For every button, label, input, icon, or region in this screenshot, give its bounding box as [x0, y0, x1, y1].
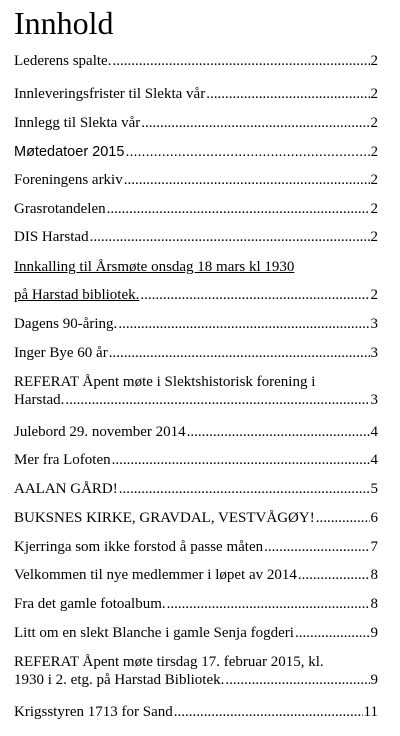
toc-entry[interactable]	[14, 286, 378, 304]
toc-page-number: 4	[370, 452, 378, 468]
toc-leader	[112, 451, 370, 469]
toc-entry-text: Kjerringa som ikke forstod å passe måten	[14, 539, 264, 555]
toc-entry-text: på Harstad bibliotek.	[14, 287, 140, 303]
toc-entry[interactable]	[14, 703, 378, 721]
toc-leader	[174, 703, 363, 721]
toc-leader	[167, 595, 370, 613]
toc-entry-text: Litt om en slekt Blanche i gamle Senja fogderi	[14, 625, 294, 641]
toc-page-number: 11	[363, 704, 378, 720]
toc-page-number: 2	[370, 229, 378, 245]
toc-entry-text: Lederens spalte.	[14, 53, 112, 69]
toc-entry-text: Krigsstyren 1713 for Sand	[14, 704, 173, 720]
toc-entry-text-line1: REFERAT Åpent møte i Slektshistorisk forening i	[14, 374, 316, 390]
toc-leader	[65, 391, 369, 409]
toc-leader	[225, 671, 369, 689]
toc-leader	[264, 538, 369, 556]
toc-entry-text: Velkommen til nye medlemmer i løpet av 2014	[14, 567, 297, 583]
toc-entry[interactable]	[14, 624, 378, 642]
toc-leader	[119, 480, 370, 498]
toc-title: Innhold	[14, 5, 114, 41]
toc-entry[interactable]	[14, 143, 378, 161]
toc-entry-text: Mer fra Lofoten	[14, 452, 111, 468]
toc-entry-text: AALAN GÅRD!	[14, 481, 118, 497]
toc-entry[interactable]	[14, 653, 378, 689]
toc-leader	[90, 228, 370, 246]
toc-leader	[140, 286, 369, 304]
toc-leader	[124, 171, 370, 189]
toc-page-number: 4	[370, 424, 378, 440]
toc-entry[interactable]	[14, 480, 378, 498]
toc-entry-text: DIS Harstad	[14, 229, 89, 245]
toc-entry-text: Grasrotandelen	[14, 201, 106, 217]
toc-leader	[206, 85, 369, 103]
toc-entry-text: Innleveringsfrister til Slekta vår	[14, 86, 206, 102]
toc-leader	[316, 509, 370, 527]
toc-entry[interactable]	[14, 258, 378, 276]
toc-entry[interactable]	[14, 538, 378, 556]
toc-entry-text-line2: 1930 i 2. etg. på Harstad Bibliotek.	[14, 672, 225, 688]
toc-entry-text: Inger Bye 60 år	[14, 345, 108, 361]
toc-entry[interactable]	[14, 171, 378, 189]
toc-page-number: 3	[370, 345, 378, 361]
toc-page-number: 2	[370, 201, 378, 217]
toc-entry[interactable]	[14, 595, 378, 613]
toc-entry-text: Innlegg til Slekta vår	[14, 115, 141, 131]
toc-entry-text: Dagens 90-åring.	[14, 316, 118, 332]
toc-leader	[109, 344, 370, 362]
toc-entry[interactable]	[14, 52, 378, 70]
toc-page-number: 6	[370, 510, 378, 526]
toc-entry-text: Julebord 29. november 2014	[14, 424, 186, 440]
toc-entry[interactable]	[14, 451, 378, 469]
toc-page-number: 2	[370, 53, 378, 69]
toc-leader	[107, 200, 370, 218]
toc-leader	[187, 423, 370, 441]
toc-leader	[298, 566, 370, 584]
toc-page-number: 7	[370, 539, 378, 555]
toc-page-number: 2	[370, 86, 378, 102]
toc-entry[interactable]	[14, 344, 378, 362]
toc-leader	[141, 114, 369, 132]
toc-leader	[118, 315, 369, 333]
toc-entry-text: BUKSNES KIRKE, GRAVDAL, VESTVÅGØY!	[14, 510, 315, 526]
toc-entry[interactable]	[14, 85, 378, 103]
toc-leader	[125, 143, 369, 161]
toc-entry-text-line1: REFERAT Åpent møte tirsdag 17. februar 2015, kl.	[14, 654, 324, 670]
toc-leader	[112, 52, 369, 70]
toc-entry-text: Foreningens arkiv	[14, 172, 123, 188]
toc-page-number: 3	[370, 316, 378, 332]
toc-page-number: 2	[370, 172, 378, 188]
toc-entry[interactable]	[14, 373, 378, 409]
toc-page-number: 3	[370, 392, 378, 408]
toc-entry[interactable]	[14, 423, 378, 441]
toc-page-number: 8	[370, 596, 378, 612]
toc-entry[interactable]	[14, 114, 378, 132]
toc-page-number: 8	[370, 567, 378, 583]
toc-page-number: 2	[370, 115, 378, 131]
toc-entry-text: Fra det gamle fotoalbum.	[14, 596, 166, 612]
toc-entry-text-line2: Harstad.	[14, 392, 65, 408]
toc-entry[interactable]	[14, 509, 378, 527]
toc-page-number: 9	[370, 672, 378, 688]
toc-entry[interactable]	[14, 566, 378, 584]
toc-entry[interactable]	[14, 200, 378, 218]
toc-page-number: 2	[370, 287, 378, 303]
toc-page-number: 9	[370, 625, 378, 641]
toc-page-number: 2	[370, 144, 378, 160]
toc-entry-text: Møtedatoer 2015	[14, 144, 125, 160]
toc-entry[interactable]	[14, 315, 378, 333]
table-of-contents	[14, 0, 378, 720]
toc-leader	[295, 624, 370, 642]
toc-page-number: 5	[370, 481, 378, 497]
toc-entry-text: Innkalling til Årsmøte onsdag 18 mars kl 1930	[14, 259, 295, 275]
toc-entry[interactable]	[14, 228, 378, 246]
